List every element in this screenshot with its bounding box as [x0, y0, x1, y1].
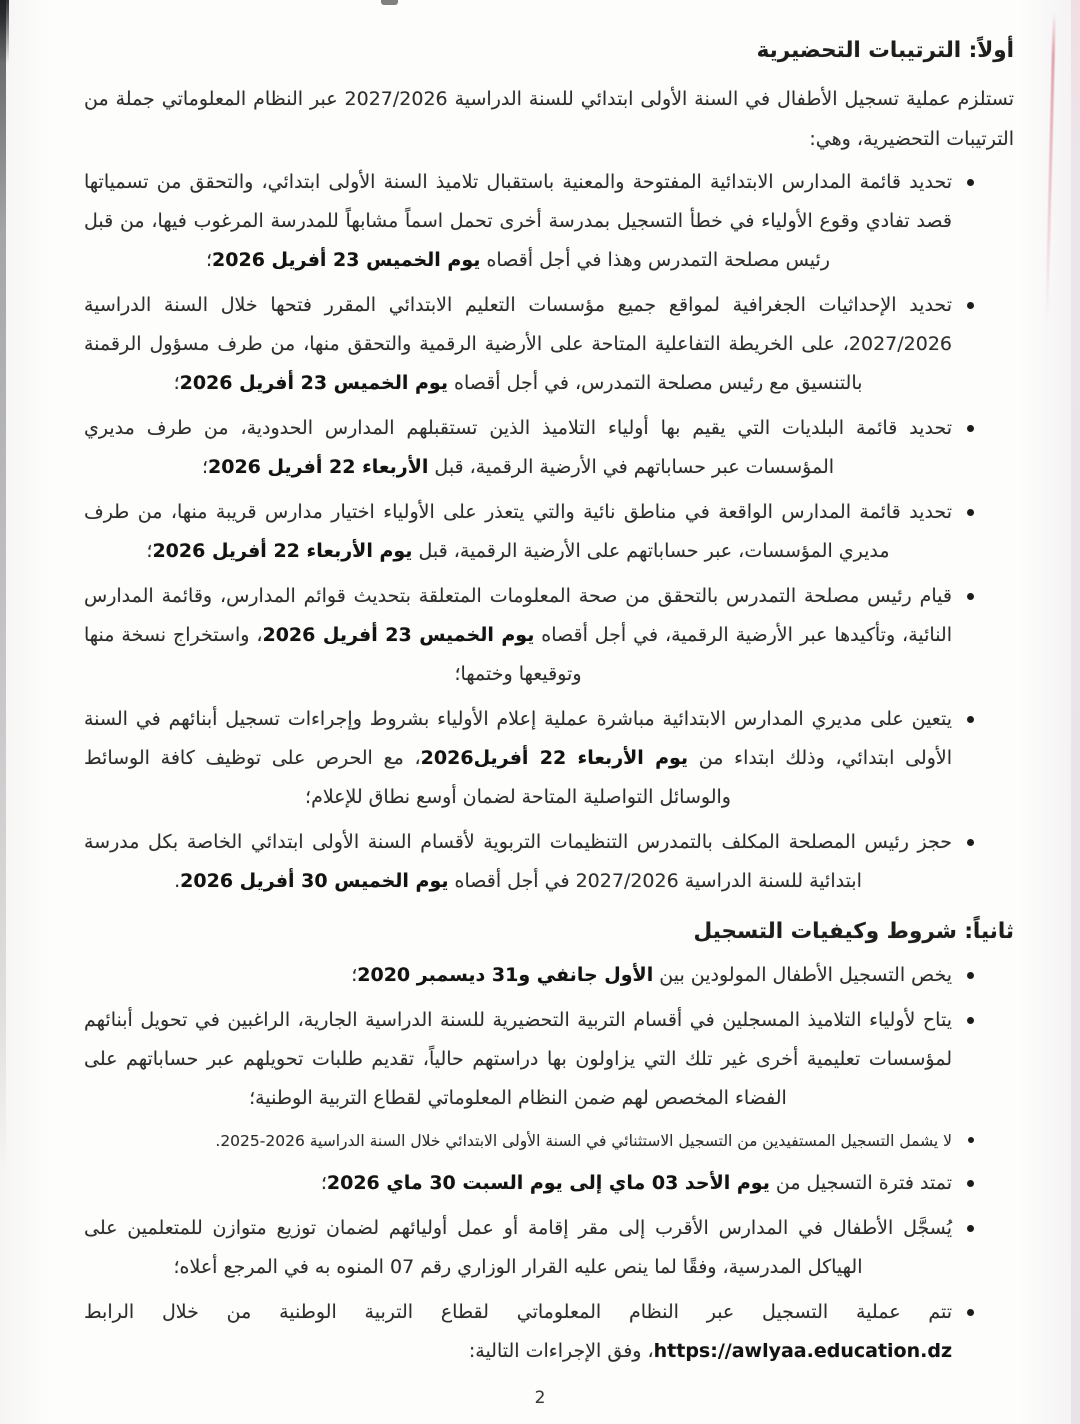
left-corner-scan-mark: [0, 0, 9, 64]
registration-url[interactable]: https://awlyaa.education.dz: [653, 1340, 952, 1362]
bullet-text: حجز رئيس المصلحة المكلف بالتمدرس التنظيمات التربوية لأقسام السنة الأولى ابتدائي الخاصة بكل مدرسة ابتدائية للسنة الدراسية 2027/2026 في أجل أقصاه يوم الخميس 30 أفريل 2026.: [84, 831, 952, 892]
section1-bullet-list: [84, 163, 1014, 901]
bullet-text: تحديد قائمة المدارس الابتدائية المفتوحة والمعنية باستقبال تلاميذ السنة الأولى ابتدائي، والتحقق من تسمياتها قصد تفادي وقوع الأولياء في خطأ التسجيل بمدرسة أخرى تحمل اسماً مشابهاً للمدرسة المرغوب فيها، من قبل رئيس مصلحة التمدرس وهذا في أجل أقصاه يوم الخميس 23 أفريل 2026؛: [84, 171, 952, 271]
list-item: [84, 1124, 952, 1158]
bullet-dot-icon: [967, 1180, 974, 1187]
bullet-text: يتعين على مديري المدارس الابتدائية مباشرة عملية إعلام الأولياء بشروط وإجراءات تسجيل أبنائهم في السنة الأولى ابتدائي، وذلك ابتداء من يوم الأربعاء 22 أفريل2026، مع الحرص على توظيف كافة الوسائط والوسائل التواصلية المتاحة لضمان أوسع نطاق للإعلام؛: [84, 708, 952, 808]
bullet-dot-icon: [967, 1225, 974, 1232]
bullet-text: يُسجَّل الأطفال في المدارس الأقرب إلى مقر إقامة أو عمل أوليائهم لضمان توزيع متوازن للمتعلمين على الهياكل المدرسية، وفقًا لما ينص عليه القرار الوزاري رقم 07 المنوه به في المرجع أعلاه؛: [84, 1217, 952, 1278]
bullet-dot-icon: [967, 1017, 974, 1024]
list-item: [84, 823, 952, 901]
list-item: [84, 163, 952, 280]
section2-bullet-list: [84, 956, 1014, 1371]
list-item: [84, 493, 952, 571]
bullet-dot-icon: [968, 1137, 974, 1143]
bullet-text: يخص التسجيل الأطفال المولودين بين الأول جانفي و31 ديسمبر 2020؛: [351, 964, 952, 986]
list-item: [84, 409, 952, 487]
bullet-text: تتم عملية التسجيل عبر النظام المعلوماتي لقطاع التربية الوطنية من خلال الرابط https://awlyaa.education.dz، وفق الإجراءات التالية:: [84, 1301, 952, 1362]
bullet-dot-icon: [967, 425, 974, 432]
list-item: [84, 1209, 952, 1287]
bullet-text: لا يشمل التسجيل المستفيدين من التسجيل الاستثنائي في السنة الأولى الابتدائي خلال السنة الدراسية 2026-2025.: [215, 1132, 952, 1150]
bullet-dot-icon: [967, 1309, 974, 1316]
bullet-dot-icon: [967, 972, 974, 979]
list-item: [84, 286, 952, 403]
page-number: 2: [534, 1388, 546, 1408]
bullet-text: تحديد قائمة المدارس الواقعة في مناطق نائية والتي يتعذر على الأولياء اختيار مدارس قريبة منها، من طرف مديري المؤسسات، عبر حساباتهم على الأرضية الرقمية، قبل يوم الأربعاء 22 أفريل 2026؛: [84, 501, 952, 562]
left-edge-scan-shadow: [0, 0, 6, 1175]
right-edge-scan-strip: [1071, 0, 1080, 1424]
bullet-dot-icon: [967, 302, 974, 309]
pink-scan-streak: [1045, 12, 1056, 322]
list-item: [84, 956, 952, 995]
bullet-dot-icon: [967, 179, 974, 186]
bullet-text: تحديد قائمة البلديات التي يقيم بها أولياء التلاميذ الذين تستقبلهم المدارس الحدودية، من طرف مديري المؤسسات عبر حساباتهم في الأرضية الرقمية، قبل الأربعاء 22 أفريل 2026؛: [84, 417, 952, 478]
bullet-dot-icon: [967, 716, 974, 723]
bullet-dot-icon: [967, 593, 974, 600]
bullet-text: تحديد الإحداثيات الجغرافية لمواقع جميع مؤسسات التعليم الابتدائي المقرر فتحها خلال السنة الدراسية 2027/2026، على الخريطة التفاعلية المتاحة على الأرضية الرقمية والتحقق منها، من طرف مسؤول الرقمنة بالتنسيق مع رئيس مصلحة التمدرس، في أجل أقصاه يوم الخميس 23 أفريل 2026؛: [84, 294, 952, 394]
bullet-text: يتاح لأولياء التلاميذ المسجلين في أقسام التربية التحضيرية للسنة الدراسية الجارية، الراغبين في تحويل أبنائهم لمؤسسات تعليمية أخرى غير تلك التي يزاولون بها دراستهم حالياً، تقديم طلبات تحويلهم عبر حساباتهم على الفضاء المخصص لهم ضمن النظام المعلوماتي لقطاع التربية الوطنية؛: [84, 1009, 952, 1109]
bullet-text: تمتد فترة التسجيل من يوم الأحد 03 ماي إلى يوم السبت 30 ماي 2026؛: [320, 1172, 952, 1194]
section1-intro: تستلزم عملية تسجيل الأطفال في السنة الأولى ابتدائي للسنة الدراسية 2027/2026 عبر النظام المعلوماتي جملة من الترتيبات التحضيرية، وهي:: [84, 88, 1015, 150]
list-item: [84, 700, 952, 817]
top-edge-scan-mark: [381, 0, 398, 5]
bullet-text: قيام رئيس مصلحة التمدرس بالتحقق من صحة المعلومات المتعلقة بتحديث قوائم المدارس، وقائمة المدارس النائية، وتأكيدها عبر الأرضية الرقمية، في أجل أقصاه يوم الخميس 23 أفريل 2026، واستخراج نسخة منها وتوقيعها وختمها؛: [84, 585, 952, 685]
list-item: [84, 1164, 952, 1203]
list-item: [84, 1293, 952, 1371]
section2-title: ثانياً: شروط وكيفيات التسجيل: [693, 919, 1014, 944]
section1-title: أولاً: الترتيبات التحضيرية: [756, 38, 1014, 63]
bullet-dot-icon: [967, 839, 974, 846]
list-item: [84, 577, 952, 694]
list-item: [84, 1001, 952, 1118]
bullet-dot-icon: [967, 509, 974, 516]
document-content: [84, 38, 1014, 1377]
